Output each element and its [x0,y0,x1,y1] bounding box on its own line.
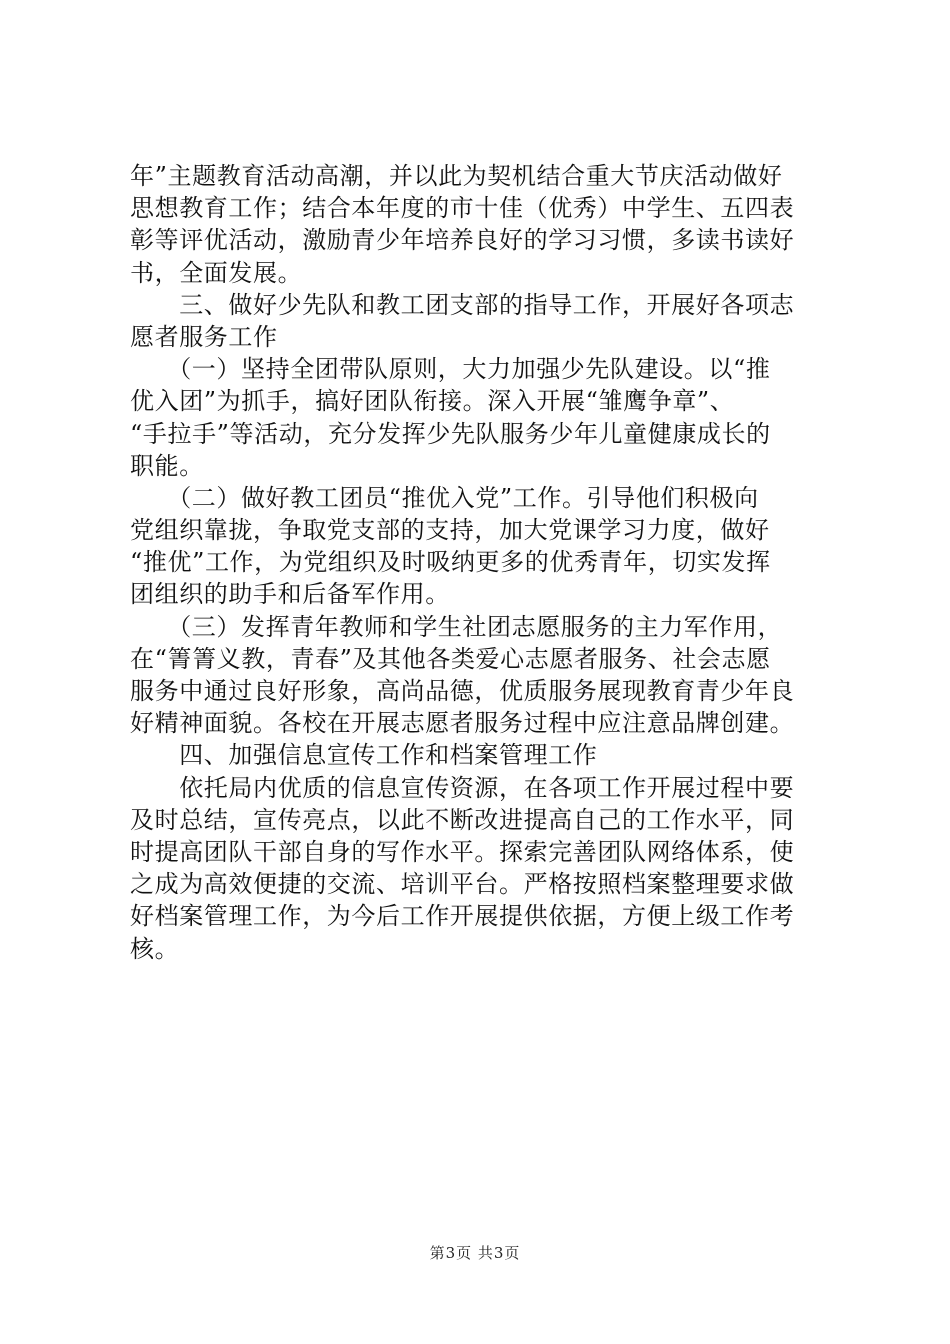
text-line: “推优”工作，为党组织及时吸纳更多的优秀青年，切实发挥 [130,548,771,577]
text-line: 职能。 [130,451,204,480]
document-body [130,160,830,965]
text-line: 思想教育工作；结合本年度的市十佳（优秀）中学生、五四表 [130,194,795,223]
text-line: （二）做好教工团员“推优入党”工作。引导他们积极向 [130,483,759,512]
text-line: （一）坚持全团带队原则，大力加强少先队建设。以“推 [130,355,771,384]
text-line: 时提高团队干部自身的写作水平。探索完善团队网络体系，使 [130,837,795,866]
page-footer: 第3页 共3页 [429,1244,521,1262]
text-line: 党组织靠拢，争取党支部的支持，加大党课学习力度，做好 [130,516,770,545]
text-line: 及时总结，宣传亮点，以此不断改进提高自己的工作水平，同 [130,805,795,834]
text-line: 团组织的助手和后备军作用。 [130,580,450,609]
text-line: 依托局内优质的信息宣传资源，在各项工作开展过程中要 [130,773,795,802]
text-line: 四、加强信息宣传工作和档案管理工作 [130,741,598,770]
text-line: （三）发挥青年教师和学生社团志愿服务的主力军作用， [130,612,783,641]
text-line: 愿者服务工作 [130,322,278,351]
text-line: 之成为高效便捷的交流、培训平台。严格按照档案整理要求做 [130,870,795,899]
text-line: “手拉手”等活动，充分发挥少先队服务少年儿童健康成长的 [130,419,771,448]
text-line: 服务中通过良好形象，高尚品德，优质服务展现教育青少年良 [130,677,795,705]
text-line: 书，全面发展。 [130,258,303,287]
text-line: 彰等评优活动，激励青少年培养良好的学习习惯，多读书读好 [130,226,795,255]
text-line: 好档案管理工作，为今后工作开展提供依据，方便上级工作考 [130,902,795,931]
text-line: 年”主题教育活动高潮，并以此为契机结合重大节庆活动做好 [130,162,783,190]
text-line: 优入团”为抓手，搞好团队衔接。深入开展“雏鹰争章”、 [130,387,735,416]
text-line: 三、做好少先队和教工团支部的指导工作，开展好各项志 [130,290,795,319]
text-line: 在“箐箐义教，青春”及其他各类爱心志愿者服务、社会志愿 [130,644,771,673]
text-line: 好精神面貌。各校在开展志愿者服务过程中应注意品牌创建。 [130,709,795,738]
text-line: 核。 [130,934,180,963]
